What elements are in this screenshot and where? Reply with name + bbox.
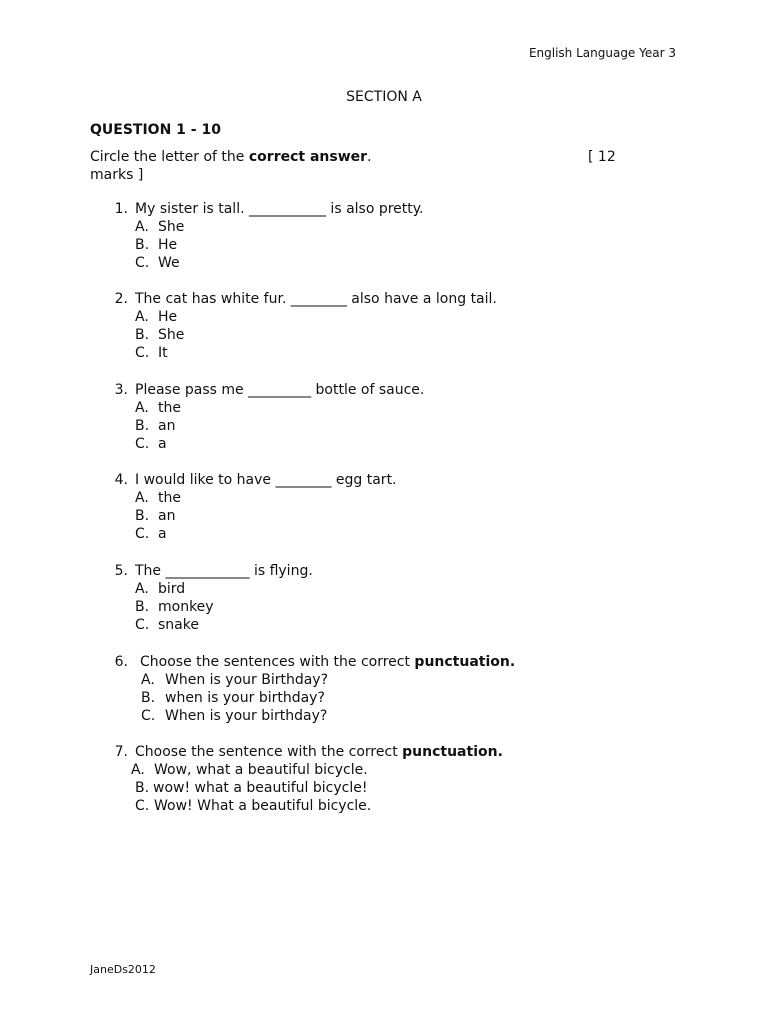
instruction-prefix: Circle the letter of the (90, 149, 249, 165)
question-text: The cat has white fur. ________ also have a long tail. (135, 291, 497, 307)
option-letter: A. (141, 672, 155, 688)
question-number: 5. (114, 563, 128, 579)
question-4 (112, 471, 672, 543)
option-a[interactable] (135, 218, 672, 236)
option-text: an (158, 508, 176, 524)
option-text: We (158, 255, 180, 271)
footer-author: JaneDs2012 (90, 963, 156, 976)
option-b[interactable] (141, 689, 672, 707)
question-6 (112, 653, 672, 725)
option-b[interactable] (135, 417, 672, 435)
option-a[interactable] (135, 399, 672, 417)
option-letter: C. (135, 345, 150, 361)
question-number: 7. (114, 744, 128, 760)
option-letter: C. (135, 436, 150, 452)
option-c[interactable] (135, 797, 672, 815)
option-text: Wow, what a beautiful bicycle. (154, 762, 368, 778)
option-b[interactable] (135, 326, 672, 344)
question-number: 4. (114, 472, 128, 488)
option-letter: B. (135, 237, 150, 253)
marks-close: marks ] (90, 167, 144, 183)
instruction-suffix: . (367, 149, 372, 165)
question-3 (112, 381, 672, 453)
option-text: It (158, 345, 168, 361)
option-letter: A. (135, 219, 149, 235)
option-a[interactable] (135, 580, 672, 598)
option-letter: A. (135, 581, 149, 597)
question-range-heading: QUESTION 1 - 10 (90, 122, 221, 138)
option-text: She (158, 327, 185, 343)
option-text: the (158, 490, 181, 506)
option-b[interactable] (135, 779, 672, 797)
option-a[interactable] (135, 489, 672, 507)
option-b[interactable] (135, 236, 672, 254)
option-text: a (158, 526, 167, 542)
question-text-bold: punctuation. (414, 654, 516, 670)
option-letter: A. (135, 490, 149, 506)
option-c[interactable] (135, 254, 672, 272)
option-text: Wow! What a beautiful bicycle. (154, 798, 372, 814)
option-letter: A. (135, 400, 149, 416)
option-letter: C. (135, 617, 150, 633)
page-header: English Language Year 3 (528, 46, 676, 60)
option-text: a (158, 436, 167, 452)
option-a[interactable] (135, 308, 672, 326)
option-letter: C. (141, 708, 156, 724)
option-letter: B. (141, 690, 156, 706)
option-c[interactable] (135, 435, 672, 453)
option-text: snake (158, 617, 199, 633)
question-5 (112, 562, 672, 634)
option-c[interactable] (141, 707, 672, 725)
marks-open: [ 12 (588, 149, 616, 165)
question-text: I would like to have ________ egg tart. (135, 472, 397, 488)
option-letter: C. (135, 255, 150, 271)
question-number: 2. (114, 291, 128, 307)
option-text: when is your birthday? (165, 690, 325, 706)
option-text: monkey (158, 599, 214, 615)
option-letter: C. (135, 526, 150, 542)
option-text: She (158, 219, 185, 235)
option-b[interactable] (135, 598, 672, 616)
option-text: bird (158, 581, 186, 597)
option-text: When is your Birthday? (165, 672, 329, 688)
option-letter: B. (135, 599, 150, 615)
option-text: an (158, 418, 176, 434)
option-letter: B. (135, 780, 150, 796)
option-text: He (158, 237, 178, 253)
option-a[interactable] (141, 671, 672, 689)
option-letter: B. (135, 418, 150, 434)
option-letter: A. (135, 309, 149, 325)
question-number: 3. (114, 382, 128, 398)
option-text: the (158, 400, 181, 416)
option-letter: B. (135, 327, 150, 343)
question-number: 6. (114, 654, 128, 670)
question-2 (112, 290, 672, 362)
option-text: He (158, 309, 178, 325)
instruction-bold: correct answer (248, 149, 368, 165)
question-text-bold: punctuation. (402, 744, 503, 760)
question-7 (112, 743, 672, 815)
question-text: Please pass me _________ bottle of sauce. (135, 382, 425, 398)
question-1 (112, 200, 672, 272)
option-text: When is your birthday? (165, 708, 328, 724)
option-b[interactable] (135, 507, 672, 525)
question-text: My sister is tall. ___________ is also pretty. (135, 201, 424, 217)
option-c[interactable] (135, 616, 672, 634)
instruction (90, 148, 620, 184)
option-letter: B. (135, 508, 150, 524)
option-a[interactable] (131, 761, 672, 779)
question-text: The ____________ is flying. (135, 563, 313, 579)
option-letter: A. (131, 762, 145, 778)
option-letter: C. (135, 798, 150, 814)
option-c[interactable] (135, 525, 672, 543)
question-text: Choose the sentence with the correct (135, 744, 403, 760)
option-text: wow! what a beautiful bicycle! (153, 780, 368, 796)
question-number: 1. (114, 201, 128, 217)
option-c[interactable] (135, 344, 672, 362)
question-text: Choose the sentences with the correct (140, 654, 415, 670)
section-title: SECTION A (346, 89, 422, 105)
